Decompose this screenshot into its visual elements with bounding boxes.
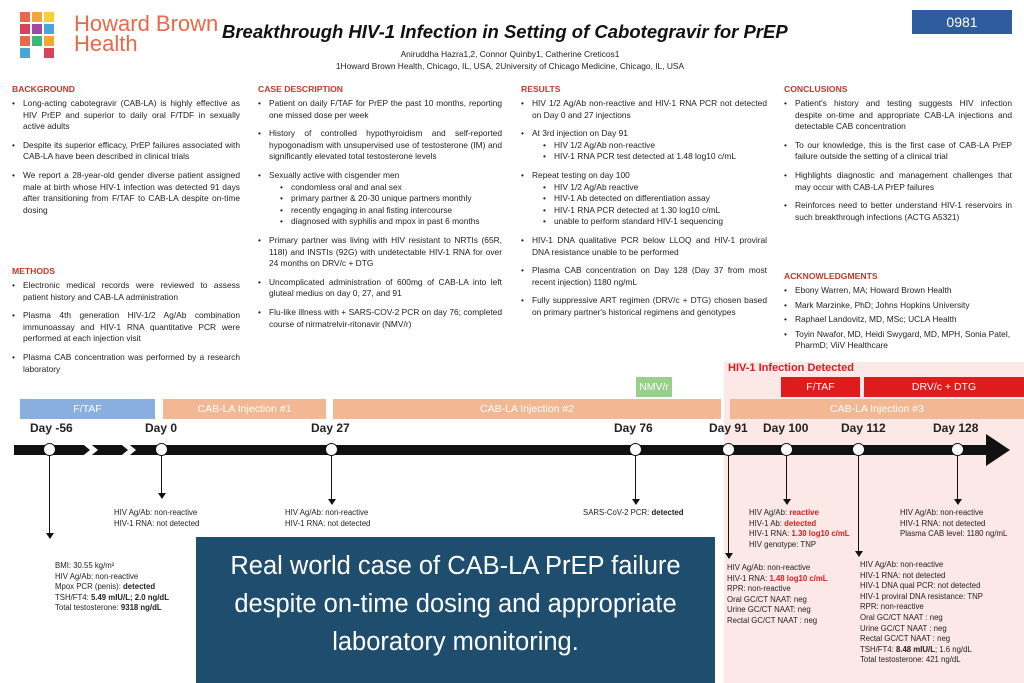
note-value: reactive xyxy=(789,508,819,517)
day-91-notes xyxy=(727,563,828,627)
methods-section xyxy=(12,266,240,382)
note-line: RPR: non-reactive xyxy=(727,584,791,594)
note-value: 8.48 mIU/L xyxy=(895,644,935,654)
list-item: • Highlights diagnostic and management challenges that may occur with CAB-LA PrEP failures xyxy=(784,170,1012,193)
list-item-text: • At 3rd injection on Day 91 xyxy=(532,128,628,139)
timeline-point xyxy=(722,443,735,456)
note-line: HIV genotype: TNP xyxy=(749,539,817,549)
authors: Aniruddha Hazra1,2, Connor Quinby1, Catherine Creticos1 xyxy=(400,49,620,59)
nmvr-bar: NMV/r xyxy=(636,377,672,397)
logo-line-1: Howard Brown xyxy=(74,11,219,36)
note-line: HIV-1 RNA: not detected xyxy=(114,518,200,528)
day-label: Day 112 xyxy=(841,421,886,435)
note-line: HIV Ag/Ab: non-reactive xyxy=(114,508,198,517)
list-item: • HIV-1 DNA qualitative PCR below LLOQ and HIV-1 proviral DNA resistance unable to be performed xyxy=(521,235,767,258)
timeline-point xyxy=(951,443,964,456)
drvc-dtg-bar: DRV/c + DTG xyxy=(864,377,1024,397)
timeline-connector xyxy=(161,456,162,498)
howard-brown-logo-icon xyxy=(20,12,66,58)
note-label: Mpox PCR (penis): xyxy=(55,582,124,592)
list-item: • Raphael Landovitz, MD, MSc; UCLA Health xyxy=(784,314,1012,326)
day-label: Day 91 xyxy=(709,421,748,435)
note-line: HIV Ag/Ab: non-reactive xyxy=(55,571,139,581)
day-112-notes xyxy=(860,560,983,666)
timeline-point xyxy=(780,443,793,456)
timeline-point xyxy=(325,443,338,456)
note-line: Oral GC/CT NAAT : neg xyxy=(860,612,943,622)
timeline-connector xyxy=(331,456,332,504)
note-label: SARS-CoV-2 PCR: xyxy=(583,508,652,517)
list-item xyxy=(258,170,502,228)
list-item: • Uncomplicated administration of 600mg of CAB-LA into left gluteal medius on day 0, 27, and 91 xyxy=(258,277,502,300)
day-0-notes xyxy=(114,508,199,529)
note-line: HIV-1 RNA: not detected xyxy=(860,570,946,580)
day-label: Day 76 xyxy=(614,421,653,435)
day-label: Day 128 xyxy=(933,421,979,435)
note-value-rest: ; 1.6 ng/dL xyxy=(934,644,972,654)
injection-2-bar: CAB-LA Injection #2 xyxy=(333,399,721,419)
day-label: Day 100 xyxy=(763,421,809,435)
sub-list-item: • HIV-1 RNA PCR detected at 1.30 log10 c/mL xyxy=(532,205,767,217)
note-line: Rectal GC/CT NAAT : neg xyxy=(860,634,951,644)
note-line: RPR: non-reactive xyxy=(860,602,924,612)
note-line: Urine GC/CT NAAT : neg xyxy=(860,623,947,633)
note-line xyxy=(749,519,850,530)
poster-number-badge: 0981 xyxy=(912,10,1012,34)
day-label: Day 27 xyxy=(311,421,350,435)
note-label: HIV-1 RNA: xyxy=(727,573,770,583)
list-item: • Mark Marzinke, PhD; Johns Hopkins University xyxy=(784,300,1012,312)
case-heading: CASE DESCRIPTION xyxy=(258,84,343,94)
note-value: 9318 ng/dL xyxy=(120,603,162,613)
list-item: • History of controlled hypothyroidism and self-reported hypogonadism with unsupervised use of testosterone (IM) and significantly elevated total testosterone levels xyxy=(258,128,502,163)
day-label: Day 0 xyxy=(145,421,178,435)
sub-list-item: • condomless oral and anal sex xyxy=(269,182,502,194)
note-line: HIV Ag/Ab: non-reactive xyxy=(860,560,944,569)
list-item-text: • Repeat testing on day 100 xyxy=(532,169,630,180)
timeline-connector xyxy=(49,456,50,538)
note-line: Urine GC/CT NAAT: neg xyxy=(727,605,811,615)
sub-list-item: • HIV 1/2 Ag/Ab non-reactive xyxy=(532,140,767,152)
logo-text xyxy=(74,11,219,56)
day-label: Day -56 xyxy=(30,421,73,435)
timeline-point xyxy=(43,443,56,456)
ftaf-bar-right: F/TAF xyxy=(781,377,860,397)
note-line: HIV-1 proviral DNA resistance: TNP xyxy=(860,591,983,601)
timeline-connector xyxy=(635,456,636,504)
background-section xyxy=(12,84,240,223)
note-line xyxy=(727,574,828,585)
sub-list-item: • HIV 1/2 Ag/Ab reactive xyxy=(532,182,767,194)
list-item: • Plasma CAB concentration on Day 128 (Day 37 from most recent injection) 1180 ng/mL xyxy=(521,265,767,288)
affiliations: 1Howard Brown Health, Chicago, IL, USA, 2University of Chicago Medicine, Chicago, IL, USA xyxy=(335,61,685,71)
sub-list-item: • HIV-1 Ab detected on differentiation assay xyxy=(532,193,767,205)
note-value: detected xyxy=(784,518,817,528)
list-item xyxy=(521,128,767,163)
note-label: HIV-1 RNA: xyxy=(749,529,792,539)
list-item-text: • Sexually active with cisgender men xyxy=(269,169,400,180)
day-76-notes xyxy=(583,508,684,519)
note-line: Total testosterone: 421 ng/dL xyxy=(860,655,961,665)
note-line xyxy=(749,529,850,540)
list-item xyxy=(521,170,767,228)
note-label: Total testosterone: xyxy=(55,603,121,613)
note-line xyxy=(749,508,850,519)
timeline-point xyxy=(629,443,642,456)
list-item: • Plasma 4th generation HIV-1/2 Ag/Ab combination immunoassay and HIV-1 RNA quantitative PCR were performed at each injection visit xyxy=(12,310,240,345)
infection-detected-label: HIV-1 Infection Detected xyxy=(728,362,854,374)
acknowledgments-section xyxy=(784,271,1012,355)
sub-list-item: • HIV-1 RNA PCR test detected at 1.48 log10 c/mL xyxy=(532,151,767,163)
timeline-point xyxy=(155,443,168,456)
list-item: • Despite its superior efficacy, PrEP failures associated with CAB-LA have been described in clinical trials xyxy=(12,140,240,163)
day-minus56-notes xyxy=(55,561,169,614)
note-label: HIV Ag/Ab: xyxy=(749,508,790,517)
acknowledgments-heading: ACKNOWLEDGMENTS xyxy=(784,271,878,281)
note-label: TSH/FT4: xyxy=(55,592,91,602)
results-section xyxy=(521,84,767,326)
logo-line-2: Health xyxy=(74,31,138,56)
list-item: • Electronic medical records were reviewed to assess patient history and CAB-LA administration xyxy=(12,280,240,303)
note-value: 5.49 mIU/L; 2.0 ng/dL xyxy=(90,592,169,602)
list-item: • Patient on daily F/TAF for PrEP the past 10 months, reporting one missed dose per week xyxy=(258,98,502,121)
note-line: Plasma CAB level: 1180 ng/mL xyxy=(900,529,1008,539)
sub-list-item: • primary partner & 20-30 unique partners monthly xyxy=(269,193,502,205)
list-item: • Fully suppressive ART regimen (DRV/c + DTG) chosen based on primary partner's historical regimens and genotypes xyxy=(521,295,767,318)
note-line: HIV-1 DNA qual PCR: not detected xyxy=(860,581,981,591)
list-item: • Ebony Warren, MA; Howard Brown Health xyxy=(784,285,1012,297)
note-value: detected xyxy=(123,582,156,592)
note-value: detected xyxy=(651,508,684,517)
case-description-section xyxy=(258,84,502,337)
day-128-notes xyxy=(900,508,1007,540)
sub-list-item: • unable to perform standard HIV-1 sequencing xyxy=(532,216,767,228)
note-line: HIV Ag/Ab: non-reactive xyxy=(285,508,369,517)
note-line xyxy=(55,582,169,593)
methods-heading: METHODS xyxy=(12,266,55,276)
note-line xyxy=(860,645,983,656)
conclusions-heading: CONCLUSIONS xyxy=(784,84,848,94)
list-item: • Toyin Nwafor, MD, Heidi Swygard, MD, MPH, Sonia Patel, PharmD; ViiV Healthcare xyxy=(784,329,1012,352)
injection-1-bar: CAB-LA Injection #1 xyxy=(163,399,326,419)
timeline-point xyxy=(852,443,865,456)
timeline-connector xyxy=(728,456,729,558)
note-label: TSH/FT4: xyxy=(860,644,896,654)
key-message-callout: Real world case of CAB-LA PrEP failure despite on-time dosing and appropriate laboratory monitoring. xyxy=(196,537,715,683)
injection-3-bar: CAB-LA Injection #3 xyxy=(730,399,1024,419)
note-line: HIV Ag/Ab: non-reactive xyxy=(727,563,811,572)
list-item: • Long-acting cabotegravir (CAB-LA) is highly effective as HIV PrEP and superior to daily oral F/TDF in sexually active adults xyxy=(12,98,240,133)
note-line: Rectal GC/CT NAAT : neg xyxy=(727,615,818,625)
poster-title: Breakthrough HIV-1 Infection in Setting of Cabotegravir for PrEP xyxy=(222,21,788,42)
timeline-connector xyxy=(957,456,958,504)
day-27-notes xyxy=(285,508,370,529)
timeline-connector xyxy=(858,456,859,556)
sub-list-item: • recently engaging in anal fisting intercourse xyxy=(269,205,502,217)
day-100-notes xyxy=(749,508,850,550)
list-item: • HIV 1/2 Ag/Ab non-reactive and HIV-1 RNA PCR not detected on Day 0 and 27 injections xyxy=(521,98,767,121)
ftaf-bar-left: F/TAF xyxy=(20,399,155,419)
note-value: 1.30 log10 c/mL xyxy=(791,529,850,539)
list-item: • Flu-like illness with + SARS-COV-2 PCR on day 76; completed course of nirmatrelvir-ritonavir (NMV/r) xyxy=(258,307,502,330)
conclusions-section xyxy=(784,84,1012,230)
timeline-connector xyxy=(786,456,787,504)
list-item: • Plasma CAB concentration was performed by a research laboratory xyxy=(12,352,240,375)
list-item: • Primary partner was living with HIV resistant to NRTIs (65R, 118I) and INSTIs (92G) with undetectable HIV-1 RNA for over 24 months on DRV/c + DTG xyxy=(258,235,502,270)
list-item: • Reinforces need to better understand HIV-1 reservoirs in such breakthrough infections (ACTG A5321) xyxy=(784,200,1012,223)
note-line: HIV-1 RNA: not detected xyxy=(285,518,371,528)
note-line: HIV-1 RNA: not detected xyxy=(900,518,986,528)
note-line: BMI: 30.55 kg/m² xyxy=(55,561,115,570)
note-line xyxy=(55,593,169,604)
sub-list-item: • diagnosed with syphilis and mpox in past 6 months xyxy=(269,216,502,228)
list-item: • Patient's history and testing suggests HIV infection despite on-time and appropriate CAB-LA injections and detectable CAB concentration xyxy=(784,98,1012,133)
note-line: HIV Ag/Ab: non-reactive xyxy=(900,508,984,517)
background-heading: BACKGROUND xyxy=(12,84,76,94)
note-label: HIV-1 Ab: xyxy=(749,518,785,528)
results-heading: RESULTS xyxy=(521,84,561,94)
list-item: • We report a 28-year-old gender diverse patient assigned male at birth whose HIV-1 infection was detected 91 days after transitioning from F/TAF to CAB-LA despite on-time dosing xyxy=(12,170,240,216)
note-value: 1.48 log10 c/mL xyxy=(769,573,828,583)
note-line: Oral GC/CT NAAT: neg xyxy=(727,594,807,604)
note-line xyxy=(55,603,169,614)
list-item: • To our knowledge, this is the first case of CAB-LA PrEP failure outside the setting of a clinical trial xyxy=(784,140,1012,163)
